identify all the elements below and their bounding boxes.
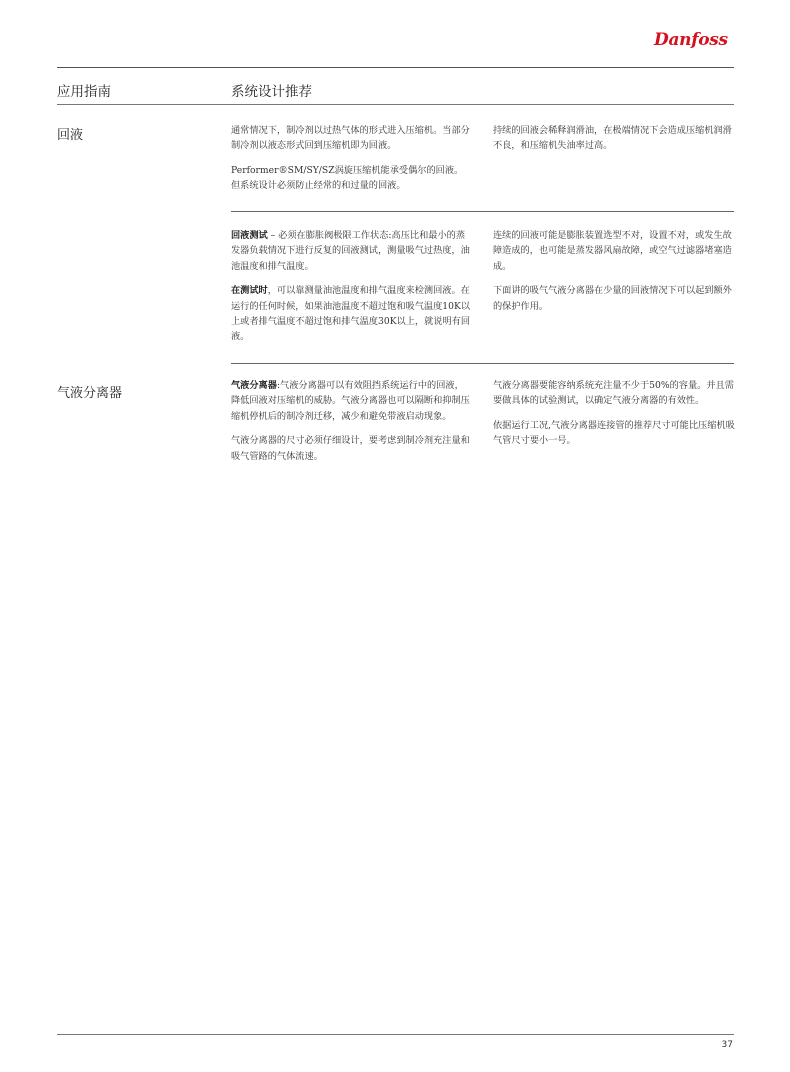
liquid-return-block2-right [493, 228, 735, 323]
header-rule [57, 67, 734, 68]
header-system-design: 系统设计推荐 [231, 84, 312, 100]
paragraph: 持续的回液会稀释润滑油，在极端情况下会造成压缩机润滑不良，和压缩机失油率过高。 [493, 125, 732, 152]
paragraph [231, 228, 471, 274]
accumulator-right [493, 378, 735, 458]
liquid-return-block2-left [231, 228, 471, 354]
danfoss-logo: Danfoss [654, 30, 728, 50]
page-number: 37 [721, 1040, 733, 1050]
paragraph [231, 283, 471, 345]
liquid-return-block1-right [493, 123, 735, 163]
paragraph: 通常情况下，制冷剂以过热气体的形式进入压缩机。当部分制冷剂以液态形式回到压缩机即为回液。 [231, 125, 470, 152]
paragraph: 下面讲的吸气气液分离器在少量的回液情况下可以起到额外的保护作用。 [493, 285, 732, 312]
header-application-guide: 应用指南 [57, 84, 111, 100]
lead-term: 气液分离器 [231, 380, 277, 391]
header-sub-rule [57, 104, 734, 105]
footer-rule [57, 1034, 734, 1035]
section-title-accumulator: 气液分离器 [57, 386, 123, 401]
paragraph: 气液分离器要能容纳系统充注量不少于50%的容量。并且需要做具体的试验测试，以确定气液分离器的有效性。 [493, 380, 734, 407]
lead-term: 回液测试 [231, 230, 268, 241]
paragraph-text: – 必须在膨胀阀极限工作状态:高压比和最小的蒸发器负载情况下进行反复的回液测试，测量吸气过热度，油池温度和排气温度。 [231, 230, 470, 272]
paragraph: 气液分离器的尺寸必须仔细设计，要考虑到制冷剂充注量和吸气管路的气体流速。 [231, 435, 470, 462]
liquid-return-block1-left [231, 123, 471, 203]
paragraph [231, 378, 471, 424]
lead-term: 在测试时 [231, 285, 268, 297]
paragraph-text: :气液分离器可以有效阻挡系统运行中的回液，降低回液对压缩机的威胁。气液分离器也可以隔断和抑制压缩机停机后的制冷剂迁移，减少和避免带液启动现象。 [231, 380, 470, 422]
paragraph: 依据运行工况,气液分离器连接管的推荐尺寸可能比压缩机吸气管尺寸要小一号。 [493, 419, 735, 447]
paragraph: Performer®SM/SY/SZ涡旋压缩机能承受偶尔的回液。但系统设计必须防止经常的和过量的回液。 [231, 164, 464, 192]
section-divider [231, 363, 734, 364]
accumulator-left [231, 378, 471, 473]
paragraph: 连续的回液可能是膨胀装置选型不对，设置不对，或发生故障造成的，也可能是蒸发器风扇故障，或空气过滤器堵塞造成。 [493, 230, 732, 272]
paragraph-text: ，可以靠测量油池温度和排气温度来检测回液。在运行的任何时候，如果油池温度不超过饱和吸气温度10K以上或者排气温度不超过饱和排气温度30K以上，就说明有回液。 [231, 285, 471, 343]
section-divider [231, 211, 734, 212]
section-title-liquid-return: 回液 [57, 128, 84, 143]
